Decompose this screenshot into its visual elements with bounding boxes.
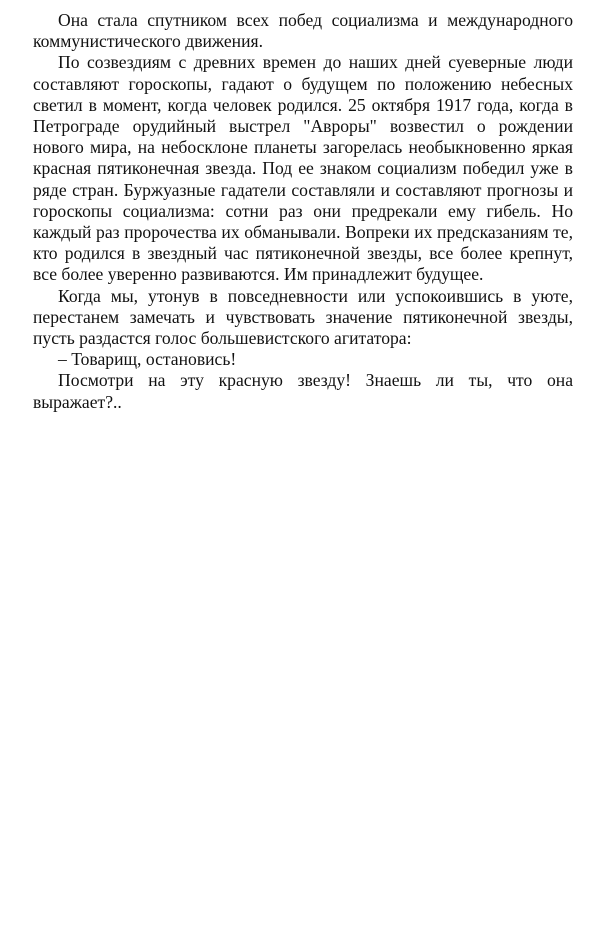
body-text: [33, 10, 573, 413]
paragraph-1: Она стала спутником всех побед социализма и международного коммунистического движения.: [33, 10, 573, 52]
paragraph-2: По созвездиям с древних времен до наших дней суеверные люди составляют гороскопы, гадают о будущем по положению небесных светил в момент, когда человек родился. 25 октября 1917 года, когда в Петрограде орудийный выстрел "Авроры" возвестил о рождении нового мира, на небосклоне планеты загорелась необыкновенно яркая красная пятиконечная звезда. Под ее знаком социализм победил уже в ряде стран. Буржуазные гадатели составляли и составляют прогнозы и гороскопы социализма: сотни раз они предрекали ему гибель. Но каждый раз пророчества их обманывали. Вопреки их предсказаниям те, кто родился в звездный час пятиконечной звезды, все более крепнут, все более уверенно развиваются. Им принадлежит будущее.: [33, 52, 573, 285]
paragraph-4-dialogue: – Товарищ, остановись!: [58, 349, 237, 370]
paragraph-3: Когда мы, утонув в повседневности или успокоившись в уюте, перестанем замечать и чувствовать значение пятиконечной звезды, пусть раздастся голос большевистского агитатора:: [33, 285, 573, 349]
paragraph-5: Посмотри на эту красную звезду! Знаешь ли ты, что она выражает?..: [33, 370, 573, 412]
